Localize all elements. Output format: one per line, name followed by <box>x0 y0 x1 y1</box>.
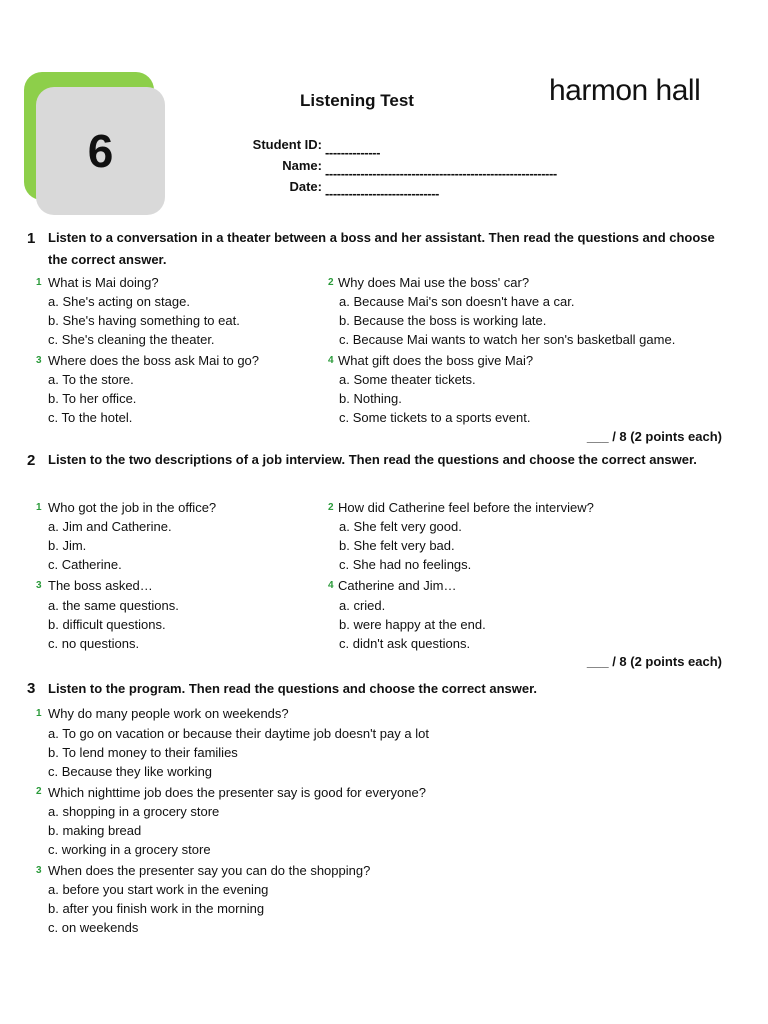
unit-badge <box>36 87 165 215</box>
answer-option[interactable]: c. Catherine. <box>48 557 122 572</box>
answer-option[interactable]: c. Because Mai wants to watch her son's basketball game. <box>339 332 676 347</box>
section-instruction: Listen to the two descriptions of a job interview. Then read the questions and choose the correct answer. <box>48 452 697 467</box>
answer-option[interactable]: b. Nothing. <box>339 391 402 406</box>
logo: harmon hall <box>549 74 701 107</box>
question-number: 4 <box>328 355 334 366</box>
answer-option[interactable]: a. She's acting on stage. <box>48 294 190 309</box>
answer-option[interactable]: c. To the hotel. <box>48 410 133 425</box>
name-label: Name: <box>282 158 322 173</box>
name-field[interactable]: ----------------------------------------------------------- <box>325 166 557 181</box>
question-text: When does the presenter say you can do the shopping? <box>48 863 371 878</box>
answer-option[interactable]: a. She felt very good. <box>339 519 462 534</box>
answer-option[interactable]: c. She had no feelings. <box>339 557 472 572</box>
answer-option[interactable]: a. before you start work in the evening <box>48 882 269 897</box>
answer-option[interactable]: a. Jim and Catherine. <box>48 519 172 534</box>
answer-option[interactable]: b. Jim. <box>48 538 87 553</box>
unit-number: 6 <box>87 125 114 177</box>
answer-option[interactable]: b. To lend money to their families <box>48 745 238 760</box>
section-number: 3 <box>27 680 36 697</box>
question-number: 1 <box>36 277 42 288</box>
question-number: 1 <box>36 502 42 513</box>
section-score: ___ / 8 (2 points each) <box>586 654 722 669</box>
question-number: 2 <box>328 277 334 288</box>
section-instruction: Listen to a conversation in a theater between a boss and her assistant. Then read the questions and choose the correct answer. <box>48 230 715 267</box>
answer-option[interactable]: a. Because Mai's son doesn't have a car. <box>339 294 575 309</box>
student-id-label: Student ID: <box>252 137 322 152</box>
section-instruction: Listen to the program. Then read the questions and choose the correct answer. <box>48 681 538 696</box>
answer-option[interactable]: a. To the store. <box>48 372 134 387</box>
question-text: Catherine and Jim… <box>338 578 457 593</box>
question-text: What is Mai doing? <box>48 275 159 290</box>
question-number: 2 <box>328 502 334 513</box>
student-id-field[interactable]: -------------- <box>325 145 381 160</box>
answer-option[interactable]: b. To her office. <box>48 391 137 406</box>
answer-option[interactable]: b. were happy at the end. <box>339 617 486 632</box>
question-text: How did Catherine feel before the interview? <box>338 500 594 515</box>
question-text: Which nighttime job does the presenter say is good for everyone? <box>48 785 426 800</box>
answer-option[interactable]: c. Because they like working <box>48 764 213 779</box>
question-number: 1 <box>36 708 42 719</box>
answer-option[interactable]: c. on weekends <box>48 920 139 935</box>
question-text: Why does Mai use the boss' car? <box>338 275 530 290</box>
answer-option[interactable]: a. To go on vacation or because their daytime job doesn't pay a lot <box>48 726 429 741</box>
answer-option[interactable]: c. working in a grocery store <box>48 842 211 857</box>
answer-option[interactable]: b. making bread <box>48 823 142 838</box>
answer-option[interactable]: c. She's cleaning the theater. <box>48 332 215 347</box>
question-number: 2 <box>36 786 42 797</box>
question-number: 3 <box>36 865 42 876</box>
question-text: The boss asked… <box>48 578 153 593</box>
answer-option[interactable]: a. the same questions. <box>48 598 179 613</box>
answer-option[interactable]: b. She felt very bad. <box>339 538 455 553</box>
date-field[interactable]: ----------------------------- <box>325 186 439 201</box>
answer-option[interactable]: a. shopping in a grocery store <box>48 804 220 819</box>
page-title: Listening Test <box>300 91 414 110</box>
section-number: 2 <box>27 452 36 469</box>
answer-option[interactable]: c. Some tickets to a sports event. <box>339 410 531 425</box>
section-score: ___ / 8 (2 points each) <box>586 429 722 444</box>
section-number: 1 <box>27 230 36 247</box>
question-number: 3 <box>36 355 42 366</box>
answer-option[interactable]: c. didn't ask questions. <box>339 636 471 651</box>
answer-option[interactable]: a. cried. <box>339 598 386 613</box>
question-text: What gift does the boss give Mai? <box>338 353 534 368</box>
date-label: Date: <box>289 179 322 194</box>
answer-option[interactable]: b. after you finish work in the morning <box>48 901 265 916</box>
question-text: Where does the boss ask Mai to go? <box>48 353 260 368</box>
answer-option[interactable]: b. She's having something to eat. <box>48 313 240 328</box>
question-text: Why do many people work on weekends? <box>48 706 289 721</box>
answer-option[interactable]: b. Because the boss is working late. <box>339 313 547 328</box>
answer-option[interactable]: c. no questions. <box>48 636 140 651</box>
question-number: 3 <box>36 580 42 591</box>
question-text: Who got the job in the office? <box>48 500 217 515</box>
answer-option[interactable]: b. difficult questions. <box>48 617 166 632</box>
question-number: 4 <box>328 580 334 591</box>
answer-option[interactable]: a. Some theater tickets. <box>339 372 476 387</box>
